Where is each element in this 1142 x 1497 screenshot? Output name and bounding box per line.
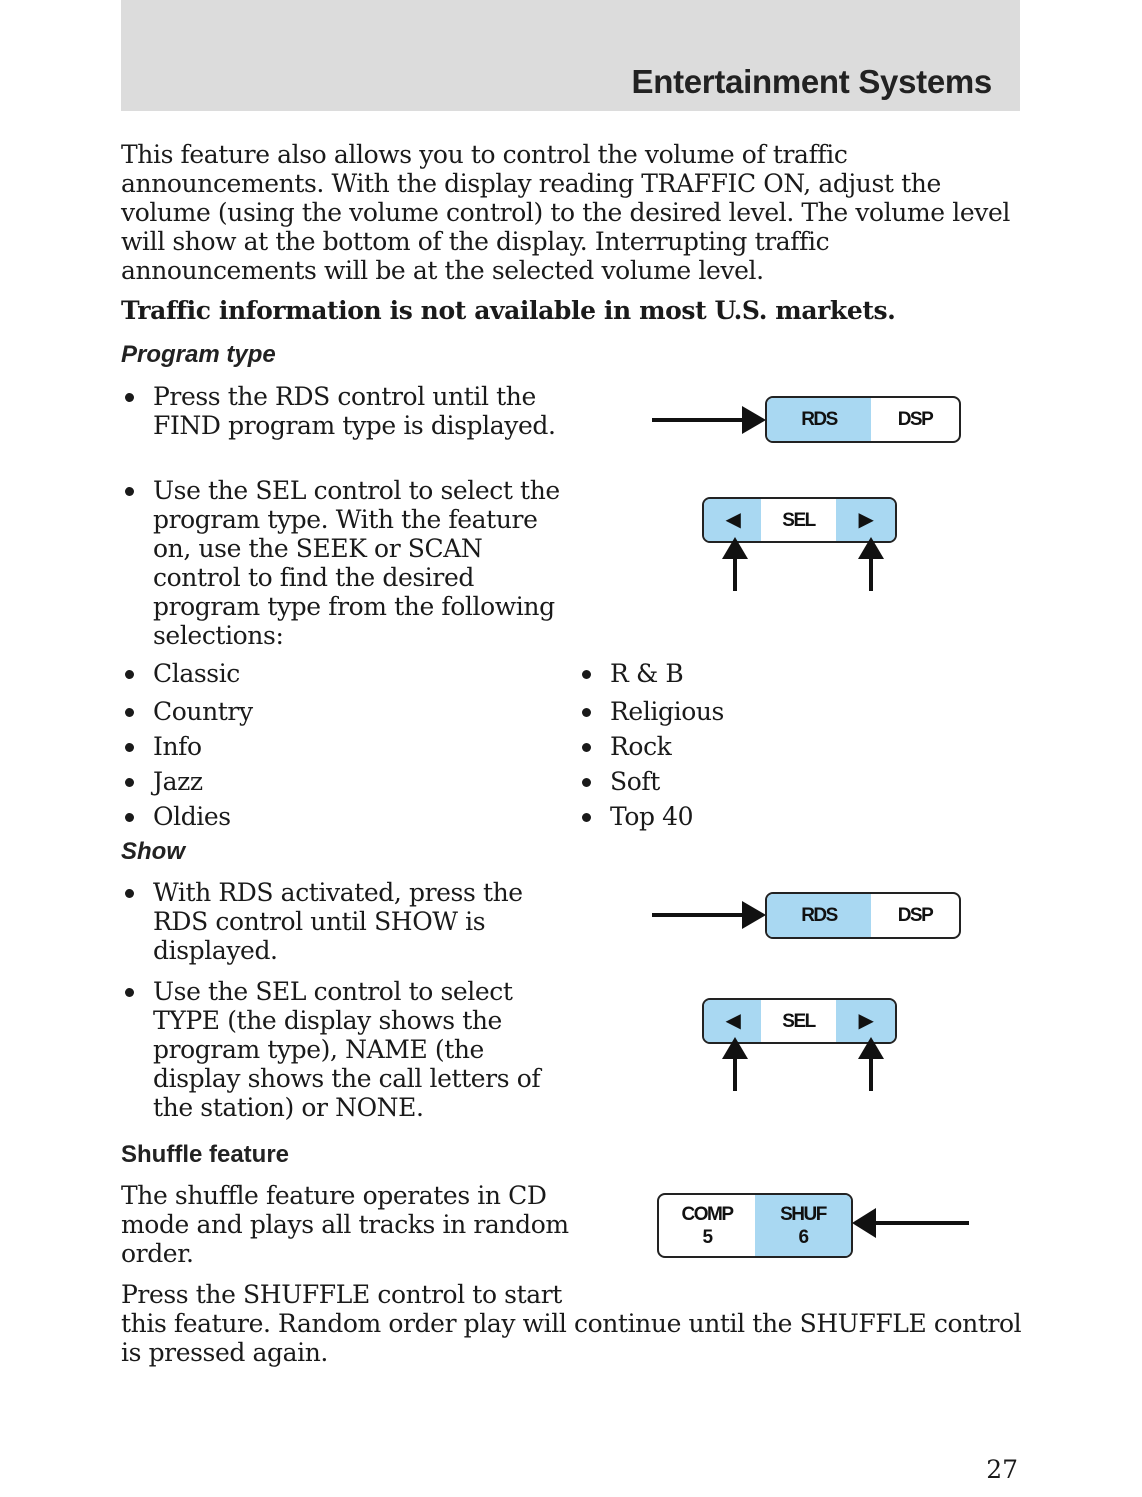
program-type-option: Soft [610, 767, 660, 796]
list-item [121, 697, 253, 726]
program-type-step-2 [121, 476, 560, 650]
bullet-dot [125, 813, 134, 822]
traffic-note: Traffic information is not available in most U.S. markets. [121, 296, 896, 325]
pointer-arrow-line [652, 418, 744, 422]
bullet-dot [125, 393, 134, 402]
bullet-line: program type from the following [153, 592, 555, 621]
bullet-line: RDS control until SHOW is [153, 907, 486, 936]
list-item [121, 767, 203, 796]
bullet-line: program type. With the feature [153, 505, 538, 534]
comp-number: 5 [702, 1226, 712, 1248]
list-item [578, 659, 683, 688]
shuffle-line: Press the SHUFFLE control to start [121, 1280, 562, 1309]
page-number: 27 [986, 1455, 1018, 1484]
shuffle-line: is pressed again. [121, 1338, 328, 1367]
bullet-line: With RDS activated, press the [153, 878, 523, 907]
bullet-line: FIND program type is displayed. [153, 411, 556, 440]
intro-line: announcements. With the display reading TRAFFIC ON, adjust the [121, 169, 941, 198]
show-heading: Show [121, 838, 185, 865]
bullet-dot [582, 708, 591, 717]
intro-line: This feature also allows you to control the volume of traffic [121, 140, 848, 169]
bullet-line: Use the SEL control to select the [153, 476, 560, 505]
bullet-dot [582, 743, 591, 752]
shuf-label: SHUF [780, 1203, 826, 1225]
bullet-dot [582, 670, 591, 679]
sel-right-button[interactable] [836, 499, 895, 541]
page-title: Entertainment Systems [631, 63, 992, 100]
sel-label: SEL [782, 509, 815, 531]
right-arrow-icon: ▶ [858, 508, 873, 531]
rds-dsp-control [765, 396, 961, 443]
list-item [121, 802, 231, 831]
list-item [121, 732, 202, 761]
dsp-button[interactable]: DSP [897, 905, 933, 926]
sel-left-button[interactable] [704, 1000, 761, 1042]
up-arrow-icon [722, 1037, 748, 1091]
pointer-arrow-line [652, 913, 744, 917]
bullet-line: display shows the call letters of [153, 1064, 541, 1093]
bullet-line: selections: [153, 621, 284, 650]
list-item [121, 659, 240, 688]
bullet-line: displayed. [153, 936, 278, 965]
bullet-line: Use the SEL control to select [153, 977, 513, 1006]
bullet-line: on, use the SEEK or SCAN [153, 534, 483, 563]
program-type-heading: Program type [121, 341, 276, 368]
sel-label: SEL [782, 1010, 815, 1032]
bullet-dot [582, 778, 591, 787]
program-type-option: Classic [153, 659, 240, 688]
bullet-dot [125, 778, 134, 787]
shuffle-paragraph-2 [121, 1280, 1021, 1367]
intro-line: announcements will be at the selected volume level. [121, 256, 764, 285]
intro-line: will show at the bottom of the display. Interrupting traffic [121, 227, 830, 256]
program-type-option: Top 40 [610, 802, 694, 831]
bullet-dot [582, 813, 591, 822]
bullet-dot [125, 487, 134, 496]
intro-line: volume (using the volume control) to the desired level. The volume level [121, 198, 1010, 227]
bullet-line: TYPE (the display shows the [153, 1006, 502, 1035]
bullet-dot [125, 743, 134, 752]
bullet-dot [125, 670, 134, 679]
rds-dsp-control [765, 892, 961, 939]
pointer-arrow-line [874, 1221, 969, 1225]
bullet-dot [125, 988, 134, 997]
program-type-option: Rock [610, 732, 672, 761]
shuffle-heading: Shuffle feature [121, 1141, 290, 1168]
up-arrow-icon [858, 537, 884, 591]
header-band [121, 0, 1020, 111]
list-item [578, 732, 671, 761]
up-arrow-icon [858, 1037, 884, 1091]
comp-shuf-control [657, 1193, 853, 1258]
dsp-button[interactable]: DSP [897, 409, 933, 430]
program-type-option: Info [153, 732, 202, 761]
shuffle-line: this feature. Random order play will continue until the SHUFFLE control [121, 1309, 1022, 1338]
pointer-arrowhead-icon [742, 901, 766, 929]
show-step-1 [121, 878, 523, 965]
program-type-option: Jazz [153, 767, 203, 796]
intro-paragraph [121, 140, 1010, 285]
bullet-line: the station) or NONE. [153, 1093, 424, 1122]
shuffle-line: The shuffle feature operates in CD [121, 1181, 547, 1210]
pointer-arrowhead-icon [742, 406, 766, 434]
rds-button[interactable]: RDS [767, 894, 871, 937]
program-type-option: Country [153, 697, 253, 726]
shuffle-paragraph-1 [121, 1181, 569, 1268]
sel-left-button[interactable] [704, 499, 761, 541]
program-type-step-1 [121, 382, 556, 440]
sel-right-button[interactable] [836, 1000, 895, 1042]
bullet-line: program type), NAME (the [153, 1035, 484, 1064]
left-arrow-icon: ◀ [725, 1009, 740, 1032]
list-item [578, 802, 693, 831]
up-arrow-icon [722, 537, 748, 591]
pointer-arrowhead-icon [852, 1208, 876, 1238]
comp-button[interactable] [659, 1195, 755, 1256]
list-item [578, 767, 660, 796]
bullet-dot [125, 889, 134, 898]
rds-button[interactable]: RDS [767, 398, 871, 441]
program-type-option: R & B [610, 659, 684, 688]
program-type-option: Oldies [153, 802, 231, 831]
left-arrow-icon: ◀ [725, 508, 740, 531]
shuffle-line: mode and plays all tracks in random [121, 1210, 569, 1239]
shuf-number: 6 [798, 1226, 808, 1248]
bullet-line: Press the RDS control until the [153, 382, 536, 411]
list-item [578, 697, 724, 726]
right-arrow-icon: ▶ [858, 1009, 873, 1032]
program-type-option: Religious [610, 697, 724, 726]
show-step-2 [121, 977, 540, 1122]
shuffle-line: order. [121, 1239, 194, 1268]
comp-label: COMP [681, 1203, 733, 1225]
bullet-dot [125, 708, 134, 717]
bullet-line: control to find the desired [153, 563, 474, 592]
shuf-button[interactable] [755, 1195, 851, 1256]
